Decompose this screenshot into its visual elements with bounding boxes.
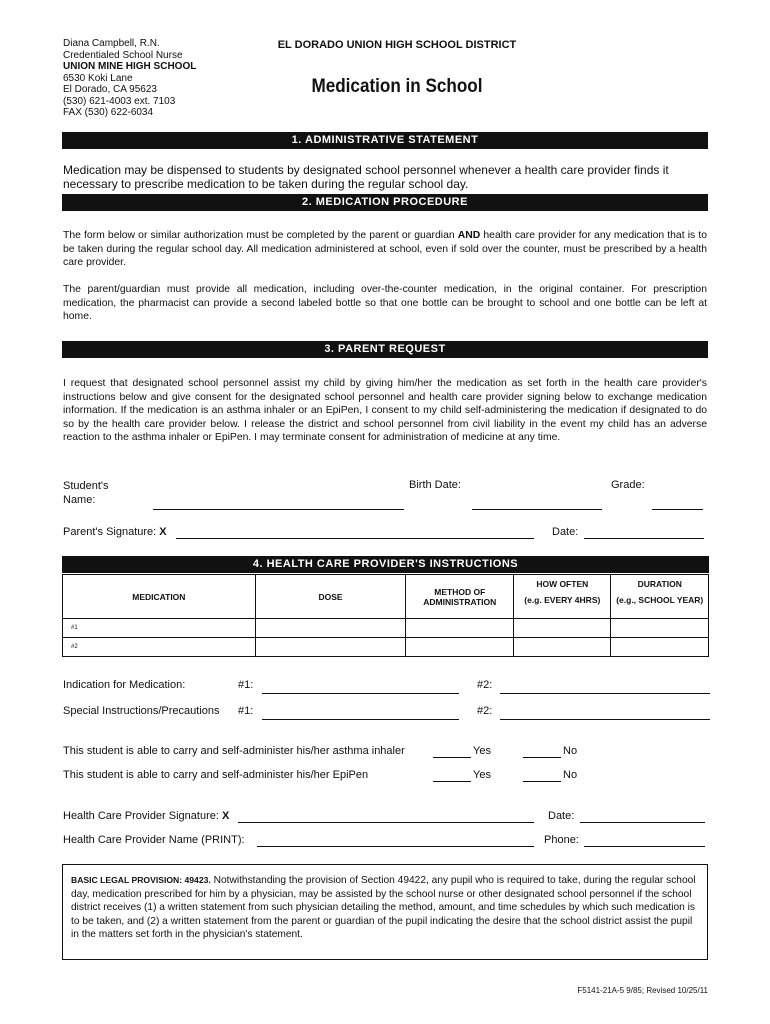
row-2-duration[interactable] — [611, 638, 709, 657]
asthma-statement: This student is able to carry and self-administer his/her asthma inhaler — [63, 745, 405, 757]
indication-num2: #2: — [477, 679, 493, 691]
procedure-paragraph-1 — [63, 229, 707, 270]
administrative-statement-text: Medication may be dispensed to students by designated school personnel whenever a health care provider finds it necessary to prescribe medication to be taken during the regular school day. — [63, 163, 669, 191]
indication-field-2[interactable] — [500, 693, 710, 694]
hcp-name-field[interactable] — [257, 846, 534, 847]
header-medication: MEDICATION — [63, 575, 256, 619]
hcp-date-label: Date: — [548, 810, 575, 822]
section-parent-request: 3. PARENT REQUEST — [62, 341, 708, 358]
special-num2: #2: — [477, 705, 493, 717]
hcp-signature-label — [63, 810, 229, 822]
epipen-statement: This student is able to carry and self-administer his/her EpiPen — [63, 769, 369, 781]
school-city: El Dorado, CA 95623 — [63, 84, 157, 95]
procedure-paragraph-2: The parent/guardian must provide all medication, including over-the-counter medication, in the original container. For prescription medication, the pharmacist can provide a second labeled bottle so that one bottle can be brought to school and one bottle can be left at home. — [63, 284, 707, 322]
row-1-dose[interactable] — [255, 619, 406, 638]
medication-table — [62, 574, 709, 657]
hcp-date-field[interactable] — [580, 822, 705, 823]
row-2-method[interactable] — [406, 638, 514, 657]
hcp-phone-field[interactable] — [584, 846, 705, 847]
section-health-care-provider: 4. HEALTH CARE PROVIDER'S INSTRUCTIONS — [62, 556, 709, 573]
grade-label: Grade: — [611, 479, 645, 491]
nurse-name: Diana Campbell, R.N. — [63, 38, 160, 49]
school-street: 6530 Koki Lane — [63, 72, 133, 84]
asthma-no-field[interactable] — [523, 757, 561, 758]
parent-signature-x: X — [159, 526, 167, 538]
school-name: UNION MINE HIGH SCHOOL — [63, 61, 197, 72]
indication-num1: #1: — [238, 679, 254, 691]
parent-date-field[interactable] — [584, 538, 704, 539]
epipen-yes-label: Yes — [473, 769, 491, 781]
legal-provision-label: BASIC LEGAL PROVISION: 49423. — [71, 875, 211, 885]
asthma-yes-field[interactable] — [433, 757, 471, 758]
hcp-signature-x: X — [221, 810, 230, 822]
table-row — [63, 619, 709, 638]
nurse-title: Credentialed School Nurse — [63, 49, 183, 61]
parent-date-label: Date: — [552, 526, 579, 538]
grade-field[interactable] — [652, 509, 703, 510]
section-medication-procedure: 2. MEDICATION PROCEDURE — [62, 194, 708, 211]
hcp-signature-field[interactable] — [238, 822, 534, 823]
indication-field-1[interactable] — [262, 693, 459, 694]
form-title: Medication in School — [311, 76, 483, 97]
row-2-dose[interactable] — [255, 638, 406, 657]
student-name-label-1: Student's — [63, 480, 109, 492]
row-1-how-often[interactable] — [514, 619, 611, 638]
row-1-medication[interactable] — [63, 619, 256, 638]
header-duration — [611, 575, 709, 619]
special-field-2[interactable] — [500, 719, 710, 720]
epipen-yes-field[interactable] — [433, 781, 471, 782]
parent-request-text: I request that designated school personnel assist my child by giving him/her the medication as set forth in the health care provider's instructions below and give consent for the designated school personnel and health care provider signing below to exchange medication information. If the medication is an asthma inhaler or an EpiPen, I consent to my child self-administering the medication if designated to do so by the health care provider below. I release the district and school personnel from civil liability in the event my child has an adverse reaction to the asthma inhaler or EpiPen. I may terminate consent for administration of medicine at any time. — [63, 378, 707, 443]
hcp-signature-text: Health Care Provider Signature: — [63, 810, 219, 822]
school-fax: FAX (530) 622-6034 — [63, 107, 154, 118]
parent-signature-field[interactable] — [176, 538, 534, 539]
row-1-label: #1 — [71, 625, 78, 631]
district-name: EL DORADO UNION HIGH SCHOOL DISTRICT — [277, 39, 517, 51]
row-1-method[interactable] — [406, 619, 514, 638]
parent-signature-text: Parent's Signature: — [63, 526, 157, 538]
birth-date-label: Birth Date: — [409, 479, 461, 491]
legal-provision-text: Notwithstanding the provision of Section 49422, any pupil who is required to take, during the regular school day, medication prescribed for him by a physician, may be assisted by the school nurse or other designated school personnel if the school district receives (1) a written statement from such physician detailing the method, amount, and time schedules by which such medication is to be taken, and (2) a written statement from the parent or guardian of the pupil indicating the desire that the school district assist the pupil in the matters set forth in the physician's statement. — [71, 875, 696, 940]
special-num1: #1: — [238, 705, 254, 717]
special-instructions-label: Special Instructions/Precautions — [63, 705, 220, 717]
indication-label: Indication for Medication: — [63, 679, 186, 691]
how-often-title: HOW OFTEN — [536, 579, 589, 589]
header-dose: DOSE — [255, 575, 406, 619]
hcp-phone-label: Phone: — [544, 834, 579, 846]
nurse-contact-block — [63, 38, 263, 119]
row-2-how-often[interactable] — [514, 638, 611, 657]
row-2-label: #2 — [71, 644, 78, 650]
student-name-label-2: Name: — [63, 494, 96, 506]
table-row — [63, 638, 709, 657]
birth-date-field[interactable] — [472, 509, 602, 510]
parent-signature-label — [63, 526, 167, 538]
legal-provision-box — [62, 864, 708, 960]
asthma-yes-label: Yes — [473, 745, 491, 757]
special-field-1[interactable] — [262, 719, 459, 720]
duration-sub: (e.g., SCHOOL YEAR) — [616, 595, 704, 605]
epipen-no-field[interactable] — [523, 781, 561, 782]
epipen-no-label: No — [563, 769, 578, 781]
asthma-no-label: No — [563, 745, 578, 757]
duration-title: DURATION — [637, 579, 682, 589]
how-often-sub: (e.g. EVERY 4HRS) — [524, 595, 601, 605]
form-footer-code: F5141-21A-5 9/85; Revised 10/25/11 — [577, 986, 708, 995]
student-name-field[interactable] — [153, 509, 404, 510]
row-2-medication[interactable] — [63, 638, 256, 657]
header-method: METHOD OF ADMINISTRATION — [406, 575, 514, 619]
school-phone: (530) 621-4003 ext. 7103 — [63, 95, 176, 107]
procedure-text-a: The form below or similar authorization must be completed by the parent or guardian — [63, 230, 458, 241]
row-1-duration[interactable] — [611, 619, 709, 638]
header-how-often — [514, 575, 611, 619]
procedure-and: AND — [457, 230, 481, 241]
section-administrative-statement: 1. ADMINISTRATIVE STATEMENT — [62, 132, 708, 149]
student-name-label — [63, 479, 109, 507]
hcp-name-label: Health Care Provider Name (PRINT): — [63, 834, 245, 846]
procedure-text-b: health care provider for any medication that is to be taken during the regular school day. All medication administered at school, even if sold over the counter, must be prescribed by a health care provider. — [63, 230, 707, 268]
